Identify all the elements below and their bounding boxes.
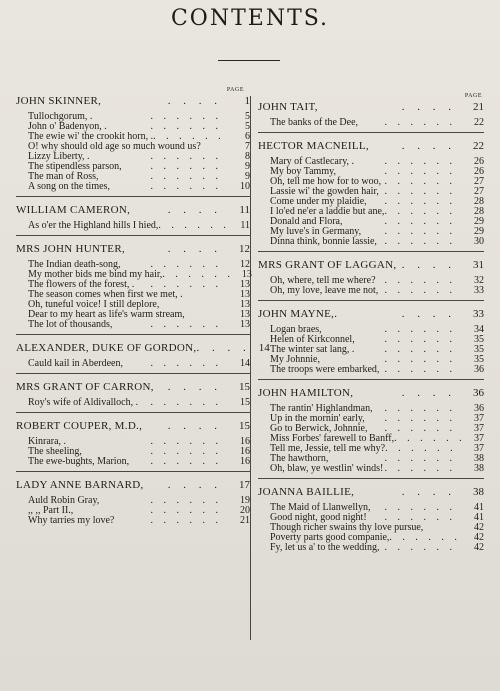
poem-page-number: 30: [474, 236, 484, 247]
leader-dots: . . . . . .: [150, 505, 222, 516]
poem-page-number: 5: [245, 121, 250, 132]
author-name: MRS JOHN HUNTER,: [16, 243, 126, 255]
author-heading: [258, 386, 484, 400]
poem-title: The Indian death-song,: [28, 259, 121, 270]
poem-page-number: 9: [245, 171, 250, 182]
poem-title: Auld Robin Gray,: [28, 495, 100, 506]
poem-page-number: 34: [474, 324, 484, 335]
poem-title: The Maid of Llanwellyn,: [270, 502, 371, 513]
poem-title: Come under my plaidie,: [270, 196, 367, 207]
poem-page-number: 29: [474, 216, 484, 227]
poem-title: The banks of the Dee,: [270, 117, 359, 128]
poem-title: Up in the mornin' early,: [270, 413, 365, 424]
poem-page-number: 35: [474, 334, 484, 345]
left-column: [16, 86, 270, 536]
author-heading: [16, 341, 270, 355]
author-name: JOHN MAYNE,.: [258, 308, 338, 320]
author-heading: [258, 100, 484, 114]
poem-page-number: 26: [474, 156, 484, 167]
leader-dots: . . . . . .: [384, 156, 456, 167]
author-page-number: 15: [239, 420, 250, 432]
author-heading: [16, 94, 250, 108]
poem-page-number: 37: [474, 433, 484, 444]
leader-dots: . . . .: [167, 204, 222, 216]
leader-dots: . . . . . .: [384, 334, 456, 345]
leader-dots: . . . . . .: [385, 443, 457, 454]
poem-title: Good night, good night!: [270, 512, 367, 523]
poem-page-number: 22: [474, 117, 484, 128]
leader-dots: . . . . . .: [394, 433, 466, 444]
poem-title: Dear to my heart as life's warm stream,: [28, 309, 185, 320]
author-section: [258, 258, 484, 301]
leader-dots: . . . . . .: [150, 151, 222, 162]
leader-dots: . . . . . .: [384, 463, 456, 474]
poem-title: The man of Ross,: [28, 171, 99, 182]
poem-page-number: 38: [474, 463, 484, 474]
poem-entry: [16, 359, 250, 369]
poem-page-number: 5: [245, 111, 250, 122]
leader-dots: . . . . . .: [384, 117, 456, 128]
poem-title: Cauld kail in Aberdeen,: [28, 358, 123, 369]
leader-dots: . . . . . .: [150, 319, 222, 330]
poem-title: As o'er the Highland hills I hied,: [28, 220, 159, 231]
poem-entry: [16, 457, 250, 467]
leader-dots: . . . . . .: [389, 532, 461, 543]
poem-title: My luve's in Germany,: [270, 226, 362, 237]
leader-dots: . . . . . .: [384, 453, 456, 464]
poem-entry: [16, 320, 250, 330]
poem-entry: [16, 398, 250, 408]
poem-page-number: 11: [240, 220, 250, 231]
poem-page-number: 37: [474, 443, 484, 454]
author-page-number: 21: [473, 101, 484, 113]
poem-title: Helen of Kirkconnel,: [270, 334, 355, 345]
poem-title: Poverty parts good companie,: [270, 532, 390, 543]
leader-dots: . . . .: [167, 381, 222, 393]
poem-title: The ewie wi' the crookit horn, .: [28, 131, 154, 142]
leader-dots: . . . . . .: [150, 436, 222, 447]
poem-page-number: 27: [474, 176, 484, 187]
poem-title: The lot of thousands,: [28, 319, 113, 330]
leader-dots: . . . .: [167, 95, 222, 107]
leader-dots: . . . . . .: [384, 324, 456, 335]
author-page-number: 15: [239, 381, 250, 393]
poem-title: ,, ,, Part II.,: [28, 505, 74, 516]
leader-dots: . . . . . .: [150, 397, 222, 408]
leader-dots: . . . .: [401, 486, 456, 498]
poem-page-number: 37: [474, 423, 484, 434]
poem-page-number: 41: [474, 502, 484, 513]
author-name: JOHN TAIT,: [258, 101, 318, 113]
author-section: [16, 478, 250, 530]
author-page-number: 11: [239, 204, 250, 216]
poem-page-number: 42: [474, 542, 484, 553]
leader-dots: . . . . . .: [384, 166, 456, 177]
leader-dots: . . . .: [401, 259, 456, 271]
right-entries: [258, 100, 484, 557]
poem-title: Mary of Castlecary, .: [270, 156, 355, 167]
poem-page-number: 32: [474, 275, 484, 286]
author-heading: [16, 478, 250, 492]
author-name: JOHN HAMILTON,: [258, 387, 354, 399]
author-page-number: 17: [239, 479, 250, 491]
poem-title: The hawthorn,: [270, 453, 329, 464]
author-section: [16, 419, 250, 472]
leader-dots: . . . . . .: [150, 515, 222, 526]
column-divider: [250, 96, 251, 640]
poem-title: Donald and Flora,: [270, 216, 343, 227]
poem-page-number: 12: [240, 259, 250, 270]
poem-page-number: 29: [474, 226, 484, 237]
poem-page-number: 38: [474, 453, 484, 464]
poem-page-number: 13: [240, 289, 250, 300]
poem-title: The stipendless parson,: [28, 161, 122, 172]
poem-entry: [258, 464, 484, 474]
poem-page-number: 13: [240, 279, 250, 290]
author-section: [16, 203, 250, 236]
leader-dots: . . . . . .: [150, 171, 222, 182]
poem-page-number: 8: [245, 151, 250, 162]
author-page-number: 31: [473, 259, 484, 271]
leader-dots: . . . . . .: [150, 121, 222, 132]
poem-page-number: 21: [240, 515, 250, 526]
left-entries: [16, 94, 270, 530]
leader-dots: . . . . . .: [384, 285, 456, 296]
leader-dots: . . . . . .: [384, 502, 456, 513]
leader-dots: . . . . . .: [150, 456, 222, 467]
poem-title: A song on the times,: [28, 181, 110, 192]
author-page-number: 22: [473, 140, 484, 152]
author-section: [258, 307, 484, 380]
poem-title: The sheeling,: [28, 446, 82, 457]
leader-dots: . . . .: [401, 308, 456, 320]
poem-title: My boy Tammy,: [270, 166, 336, 177]
author-section: [16, 341, 270, 374]
poem-title: Oh, tell me how for to woo,: [270, 176, 382, 187]
leader-dots: . . . . . .: [150, 259, 222, 270]
right-column: [258, 86, 484, 563]
poem-page-number: 41: [474, 512, 484, 523]
poem-title: My Johnnie,: [270, 354, 320, 365]
poem-page-number: 9: [245, 161, 250, 172]
poem-title: My mother bids me bind my hair,: [28, 269, 163, 280]
poem-title: Logan braes,: [270, 324, 322, 335]
author-page-number: 14: [258, 342, 270, 354]
leader-dots: . . . . . .: [150, 111, 222, 122]
author-name: MRS GRANT OF CARRON,: [16, 381, 154, 393]
leader-dots: . . . .: [167, 243, 222, 255]
leader-dots: . . . . . .: [150, 358, 222, 369]
author-page-number: 38: [473, 486, 484, 498]
leader-dots: . . . . . .: [150, 181, 222, 192]
poem-title: Miss Forbes' farewell to Banff,: [270, 433, 395, 444]
poem-page-number: 14: [240, 358, 250, 369]
poem-page-number: 13: [240, 319, 250, 330]
author-heading: [258, 307, 484, 321]
poem-page-number: 36: [474, 364, 484, 375]
poem-title: Oh, blaw, ye westlin' winds!: [270, 463, 384, 474]
leader-dots: . . . . . .: [384, 423, 456, 434]
poem-page-number: 13: [241, 269, 252, 280]
leader-dots: . . . .: [167, 479, 222, 491]
poem-title: Lassie wi' the gowden hair,: [270, 186, 379, 197]
poem-entry: [258, 237, 484, 247]
poem-page-number: 35: [474, 344, 484, 355]
author-heading: [16, 419, 250, 433]
page-column-label: PAGE: [464, 93, 482, 99]
author-name: WILLIAM CAMERON,: [16, 204, 131, 216]
author-section: [16, 94, 250, 197]
leader-dots: . . . . . .: [384, 216, 456, 227]
leader-dots: . . . . . .: [384, 186, 456, 197]
leader-dots: . . . .: [167, 420, 222, 432]
author-name: ROBERT COUPER, M.D.,: [16, 420, 143, 432]
poem-title: The winter sat lang, .: [270, 344, 355, 355]
leader-dots: . . . .: [401, 101, 456, 113]
author-name: JOANNA BAILLIE,: [258, 486, 355, 498]
poem-page-number: 13: [240, 309, 250, 320]
author-section: [258, 485, 484, 557]
leader-dots: . . . . . .: [384, 236, 456, 247]
leader-dots: . . . . . .: [384, 413, 456, 424]
poem-page-number: 26: [474, 166, 484, 177]
author-name: ALEXANDER, DUKE OF GORDON,: [16, 342, 197, 354]
leader-dots: . . . . . .: [153, 131, 225, 142]
leader-dots: . . . . . .: [384, 226, 456, 237]
poem-title: The season comes when first we met, .: [28, 289, 183, 300]
leader-dots: . . . . . .: [150, 161, 222, 172]
poem-entry: [258, 365, 484, 375]
leader-dots: . . . . . .: [384, 275, 456, 286]
poem-page-number: 33: [474, 285, 484, 296]
poem-title: Oh, where, tell me where?: [270, 275, 376, 286]
poem-title: Oh, my love, leave me not,: [270, 285, 379, 296]
author-page-number: 12: [239, 243, 250, 255]
leader-dots: . . . . . .: [162, 269, 234, 280]
poem-page-number: 15: [240, 397, 250, 408]
leader-dots: . . . . . .: [150, 495, 222, 506]
author-name: MRS GRANT OF LAGGAN,: [258, 259, 397, 271]
poem-title: Dinna think, bonnie lassie,: [270, 236, 377, 247]
poem-title: The troops were embarked,: [270, 364, 380, 375]
poem-page-number: 6: [245, 131, 250, 142]
poem-title: Tell me, Jessie, tell me why?: [270, 443, 386, 454]
author-name: JOHN SKINNER,: [16, 95, 102, 107]
author-page-number: 36: [473, 387, 484, 399]
poem-title: Fy, let us a' to the wedding,: [270, 542, 380, 553]
author-name: HECTOR MACNEILL,: [258, 140, 369, 152]
author-heading: [16, 380, 250, 394]
poem-page-number: 20: [240, 505, 250, 516]
poem-page-number: 35: [474, 354, 484, 365]
author-heading: [16, 242, 250, 256]
leader-dots: . . . . . .: [384, 196, 456, 207]
leader-dots: . . . . . .: [150, 446, 222, 457]
poem-entry: [258, 118, 484, 128]
title-rule: [218, 60, 280, 61]
poem-title: The flowers of the forest, .: [28, 279, 135, 290]
poem-title: John o' Badenyon, .: [28, 121, 107, 132]
leader-dots: . . . . . .: [384, 364, 456, 375]
page-title: CONTENTS.: [170, 6, 330, 31]
poem-page-number: 28: [474, 196, 484, 207]
author-heading: [258, 139, 484, 153]
leader-dots: . . . . . .: [384, 206, 456, 217]
author-heading: [258, 258, 484, 272]
poem-page-number: 28: [474, 206, 484, 217]
leader-dots: . . . . . .: [384, 176, 456, 187]
author-heading: [258, 485, 484, 499]
poem-entry: [258, 543, 484, 553]
poem-title: Kinrara, .: [28, 436, 67, 447]
poem-title: The rantin' Highlandman,: [270, 403, 373, 414]
leader-dots: . . . . . .: [384, 512, 456, 523]
author-page-number: 33: [473, 308, 484, 320]
poem-title: The ewe-bughts, Marion,: [28, 456, 130, 467]
author-section: [16, 380, 250, 413]
poem-title: I lo'ed ne'er a laddie but ane,: [270, 206, 385, 217]
poem-page-number: 13: [240, 299, 250, 310]
poem-page-number: 16: [240, 436, 250, 447]
poem-entry: [16, 221, 250, 231]
leader-dots: . . . . . .: [384, 403, 456, 414]
poem-title: Lizzy Liberty, .: [28, 151, 90, 162]
author-name: LADY ANNE BARNARD,: [16, 479, 144, 491]
author-section: [16, 242, 250, 335]
author-section: [258, 386, 484, 479]
poem-page-number: 10: [240, 181, 250, 192]
leader-dots: . . . . . .: [150, 279, 222, 290]
poem-title: Go to Berwick, Johnnie,: [270, 423, 368, 434]
poem-page-number: 37: [474, 413, 484, 424]
poem-page-number: 19: [240, 495, 250, 506]
poem-page-number: 42: [474, 522, 484, 533]
poem-page-number: 27: [474, 186, 484, 197]
leader-dots: . . . . . .: [384, 344, 456, 355]
poem-page-number: 42: [474, 532, 484, 543]
poem-entry: [16, 182, 250, 192]
poem-title: Though richer swains thy love pursue,: [270, 522, 424, 533]
poem-title: Tullochgorum, .: [28, 111, 93, 122]
author-heading: [16, 203, 250, 217]
poem-title: Why tarries my love?: [28, 515, 115, 526]
poem-page-number: 7: [245, 141, 250, 152]
author-page-number: 1: [244, 95, 250, 107]
leader-dots: . . . . . .: [384, 542, 456, 553]
poem-page-number: 16: [240, 456, 250, 467]
poem-page-number: 36: [474, 403, 484, 414]
author-section: [258, 100, 484, 133]
author-section: [258, 139, 484, 252]
leader-dots: . . . .: [196, 342, 251, 354]
poem-title: O! why should old age so much wound us?: [28, 141, 201, 152]
poem-page-number: 16: [240, 446, 250, 457]
leader-dots: . . . .: [401, 140, 456, 152]
poem-title: Roy's wife of Aldivalloch, .: [28, 397, 139, 408]
leader-dots: . . . . . .: [158, 220, 230, 231]
leader-dots: . . . .: [401, 387, 456, 399]
poem-entry: [258, 286, 484, 296]
leader-dots: . . . . . .: [384, 354, 456, 365]
poem-entry: [16, 516, 250, 526]
page-column-label: PAGE: [226, 87, 244, 93]
poem-title: Oh, tuneful voice! I still deplore,: [28, 299, 160, 310]
